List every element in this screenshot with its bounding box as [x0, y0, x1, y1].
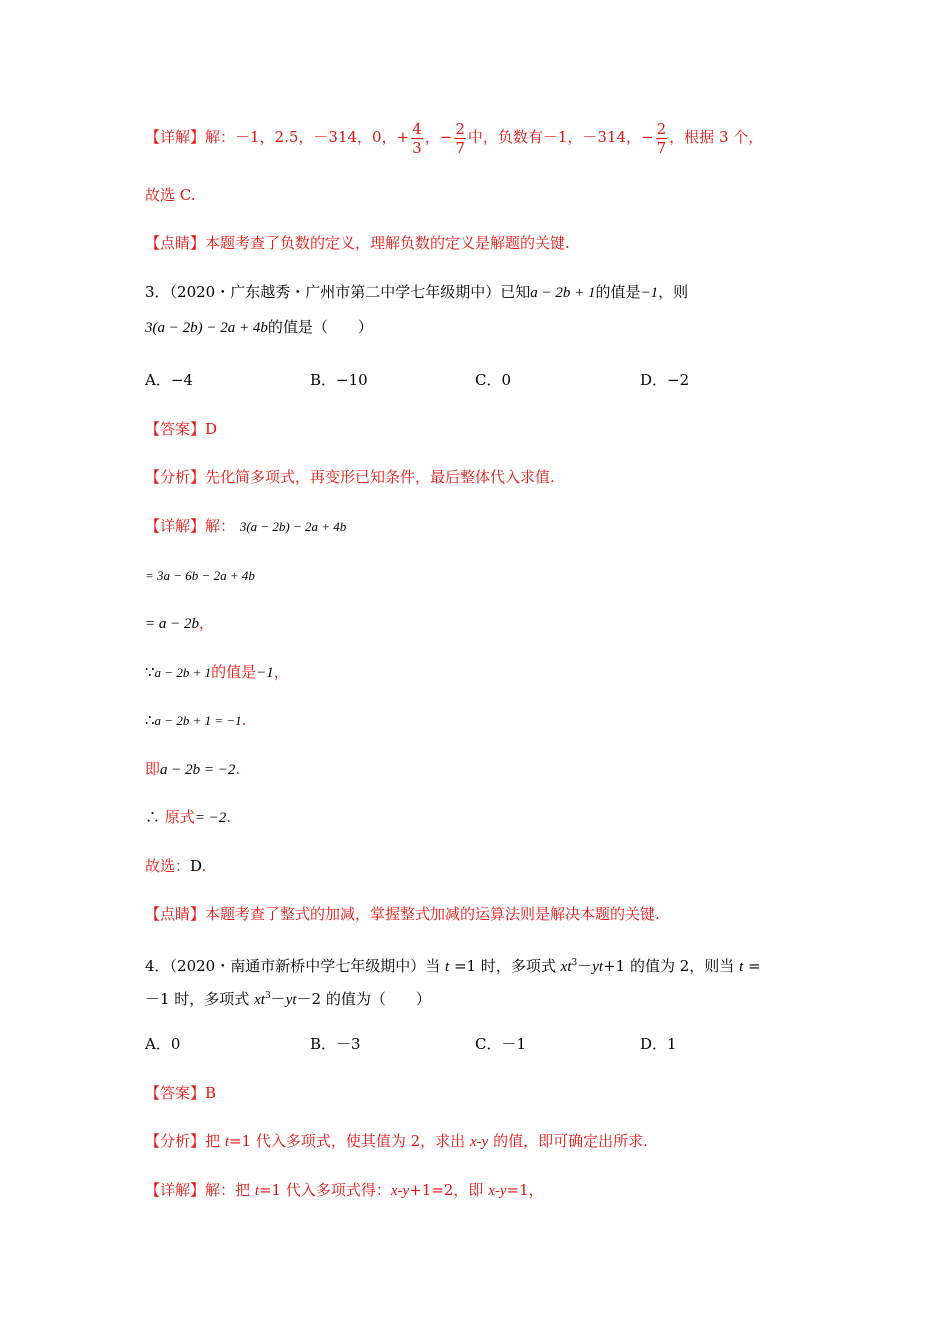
- analysis-label: 【分析】: [145, 468, 206, 486]
- q4-stem-line2: －1 时，多项式 $xt^3-yt-2$ 的值为（ ）: [145, 990, 431, 1008]
- detail-label: 【详解】: [145, 128, 206, 146]
- q4-analysis: 【分析】把 t=1 代入多项式，使其值为 2，求出 x-y 的值，即可确定出所求.: [145, 1132, 648, 1150]
- point-label: 【点睛】: [145, 234, 206, 252]
- q3-analysis: 【分析】先化简多项式，再变形已知条件，最后整体代入求值.: [145, 468, 555, 486]
- q2-detail-line: 【详解】解：－1，2.5，－314，0，+ $\frac{4}{3}$ ，− $\frac{2}{7}$ 中，负数有－1，－314，− $\frac{2}{7}$ ，根据 3 个，: [145, 119, 764, 157]
- q3-answer: 【答案】D: [145, 420, 218, 438]
- detail-label: 【详解】: [145, 517, 206, 535]
- q3-step2: = a − 2b，: [145, 614, 215, 632]
- q3-option-c[interactable]: C．0: [475, 371, 512, 389]
- q4-answer: 【答案】B: [145, 1084, 217, 1102]
- q2-conclusion: 故选 C.: [145, 186, 196, 204]
- math-expr: a − 2b + 1: [530, 285, 596, 301]
- q3-stem-line2: 3(a − 2b) − 2a + 4b的值是（ ）: [145, 318, 373, 336]
- q3-stem-line1: 3．（2020・广东越秀・广州市第二中学七年级期中）已知a − 2b + 1的值是−1，则: [145, 283, 689, 301]
- fraction-2-7-b: $\frac{2}{7}$: [656, 119, 667, 157]
- q3-step3: ∵a − 2b + 1的值是−1，: [145, 663, 289, 681]
- q3-option-d[interactable]: D．−2: [640, 371, 690, 389]
- q3-detail: 【详解】解： 3(a − 2b) − 2a + 4b: [145, 517, 347, 535]
- q4-option-a[interactable]: A．0: [145, 1035, 181, 1053]
- q3-step5: 即a − 2b = −2.: [145, 760, 241, 778]
- detail-label: 【详解】: [145, 1181, 206, 1199]
- q3-step4: ∴a − 2b + 1 = −1.: [145, 711, 247, 729]
- q4-stem-line1: 4．（2020・南通市新桥中学七年级期中）当 t =1 时，多项式 $xt^3-yt+1$ 的值为 2，则当 t =: [145, 957, 761, 975]
- q3-option-b[interactable]: B．−10: [310, 371, 368, 389]
- q4-option-b[interactable]: B．－3: [310, 1035, 361, 1053]
- q3-choose: 故选：D.: [145, 857, 207, 875]
- q4-option-d[interactable]: D．1: [640, 1035, 677, 1053]
- analysis-label: 【分析】: [145, 1132, 206, 1150]
- q2-point: 【点睛】本题考查了负数的定义，理解负数的定义是解题的关键.: [145, 234, 570, 252]
- answer-label: 【答案】: [145, 420, 206, 438]
- answer-label: 【答案】: [145, 1084, 206, 1102]
- detail-text: 解：－1，2.5，－314，0，+: [205, 128, 410, 146]
- q3-step1: = 3a − 6b − 2a + 4b: [145, 568, 255, 583]
- math-expr: 3(a − 2b) − 2a + 4b: [145, 320, 268, 336]
- q3-option-a[interactable]: A．−4: [145, 371, 193, 389]
- q4-option-c[interactable]: C．－1: [475, 1035, 527, 1053]
- q3-step6: ∴ 原式= −2.: [145, 808, 232, 826]
- fraction-4-3: $\frac{4}{3}$: [412, 119, 422, 157]
- point-label: 【点睛】: [145, 905, 206, 923]
- fraction-2-7: $\frac{2}{7}$: [455, 119, 465, 157]
- q4-detail: 【详解】解：把 t=1 代入多项式得：x-y+1=2，即 x-y=1，: [145, 1181, 544, 1199]
- q3-point: 【点睛】本题考查了整式的加减，掌握整式加减的运算法则是解决本题的关键.: [145, 905, 660, 923]
